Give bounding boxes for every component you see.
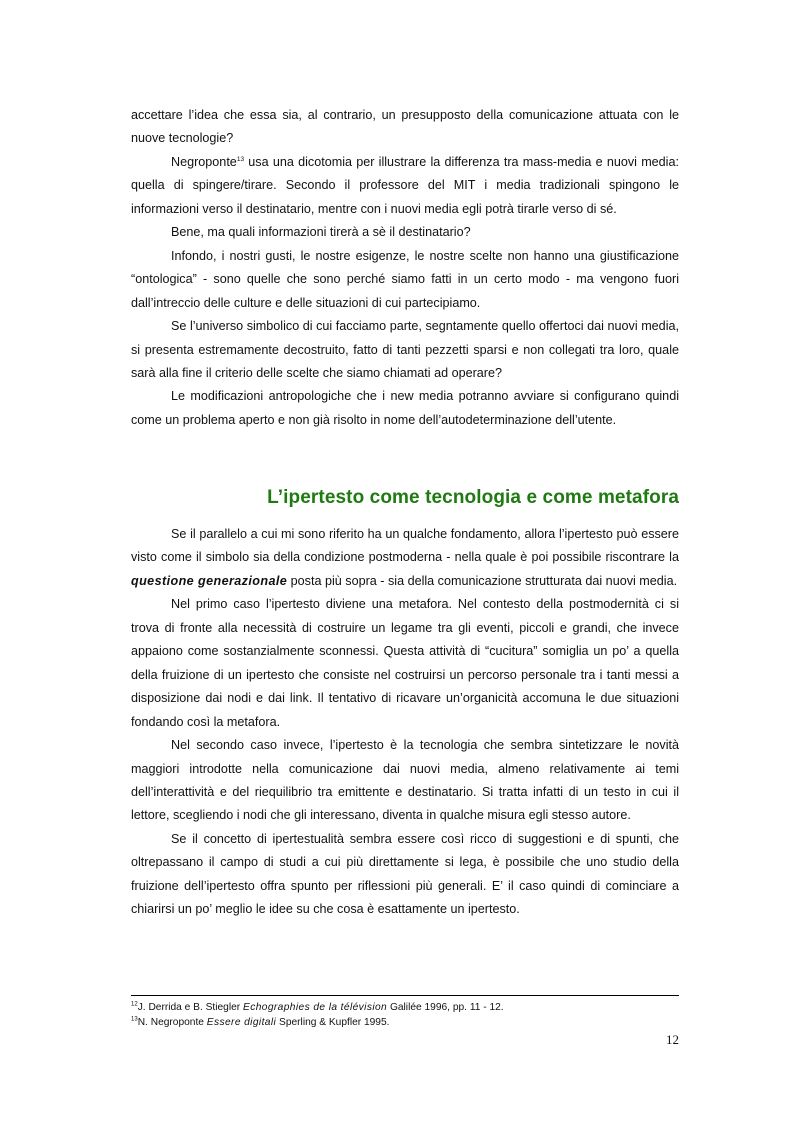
footnote-reference: 13 [236,155,245,163]
footnote-text: J. Derrida e B. Stiegler [137,1002,243,1013]
footnote-text: N. Negroponte [137,1016,207,1028]
paragraph-text: posta più sopra - sia della comunicazione strutturata dai nuovi media. [287,573,678,588]
paragraph: Se l’universo simbolico di cui facciamo parte, segntamente quello offertoci dai nuovi media, si presenta estremamente decostruito, fatto di tanti pezzetti sparsi e non collegati tra loro, quale sarà alla fine il criterio delle scelte che siamo chiamati ad operare? [131,319,679,380]
paragraph [131,151,679,221]
emphasis-text: questione generazionale [131,573,288,588]
footnote [131,1016,679,1031]
footnote-text: Galilée 1996, pp. 11 - 12. [387,1002,504,1013]
paragraph-text: usa una dicotomia per illustrare la differenza tra mass-media e nuovi media: quella di spingere/tirare. Secondo il professore del MIT i media tradizionali spingono le informazioni verso il destinatario, mentre con i nuovi media egli potrà tirarle verso di sé. [131,154,679,216]
paragraph: Nel secondo caso invece, l’ipertesto è la tecnologia che sembra sintetizzare le novità maggiori introdotte nella comunicazione dai nuovi media, almeno relativamente ai temi dell’interattività e del riequilibrio tra emittente e destinatario. Si tratta infatti di un testo in cui il lettore, scegliendo i nodi che gli interessano, diventa in qualche misura egli stesso autore. [131,738,679,823]
footnote [131,1001,679,1016]
section-heading: L’ipertesto come tecnologia e come metafora [267,487,679,508]
footnote-number: 13 [131,1016,138,1023]
footnote-title: Essere digitali [206,1016,277,1028]
paragraph [131,523,679,593]
paragraph: Se il concetto di ipertestualità sembra essere così ricco di suggestioni e di spunti, che oltrepassano il campo di studi a cui più direttamente si lega, è possibile che uno studio della fruizione dell’ipertesto offra spunto per riflessioni più generali. E’ il caso quindi di cominciare a chiarirsi un po’ meglio le idee su che cosa è esattamente un ipertesto. [131,831,679,917]
paragraph-text: Se il parallelo a cui mi sono riferito ha un qualche fondamento, allora l’ipertesto può essere visto come il simbolo sia della condizione postmoderna - nella quale è poi possibile riscontrare la [131,527,679,565]
paragraph: accettare l’idea che essa sia, al contrario, un presupposto della comunicazione attuata con le nuove tecnologie? [131,108,679,146]
paragraph: Nel primo caso l’ipertesto diviene una metafora. Nel contesto della postmodernità ci si trova di fronte alla necessità di costruire un legame tra gli eventi, piccoli e grandi, che invece appaiono come sostanzialmente sconnessi. Questa attività di “cucitura” somiglia un po’ a quella della fruizione di un ipertesto che consiste nel costruirsi un percorso personale tra i tanti messi a disposizione dai nodi e dai link. Il tentativo di ricavare un’organicità accomuna le due situazioni fondando così la metafora. [131,597,679,729]
body-text-lower [131,523,679,922]
footnote-number: 12 [131,1001,138,1008]
paragraph: Infondo, i nostri gusti, le nostre esigenze, le nostre scelte non hanno una giustificazione “ontologica” - sono quelle che sono perché siamo fatti in un certo modo - ma vengono fuori dall’intreccio delle culture e delle situazioni di cui partecipiamo. [131,248,679,310]
paragraph: Le modificazioni antropologiche che i new media potranno avviare si configurano quindi come un problema aperto e non già risolto in nome dell’autodeterminazione dell’utente. [131,389,679,427]
body-text-upper [131,104,679,432]
paragraph: Bene, ma quali informazioni tirerà a sè il destinatario? [171,225,471,240]
footnote-text: Sperling & Kupfler 1995. [276,1016,390,1028]
footnote-divider [131,995,679,996]
paragraph-text: Negroponte [171,154,237,169]
footnote-title: Echographies de la télévision [243,1002,388,1013]
page-number: 12 [666,1032,679,1047]
footnotes [131,1001,679,1030]
